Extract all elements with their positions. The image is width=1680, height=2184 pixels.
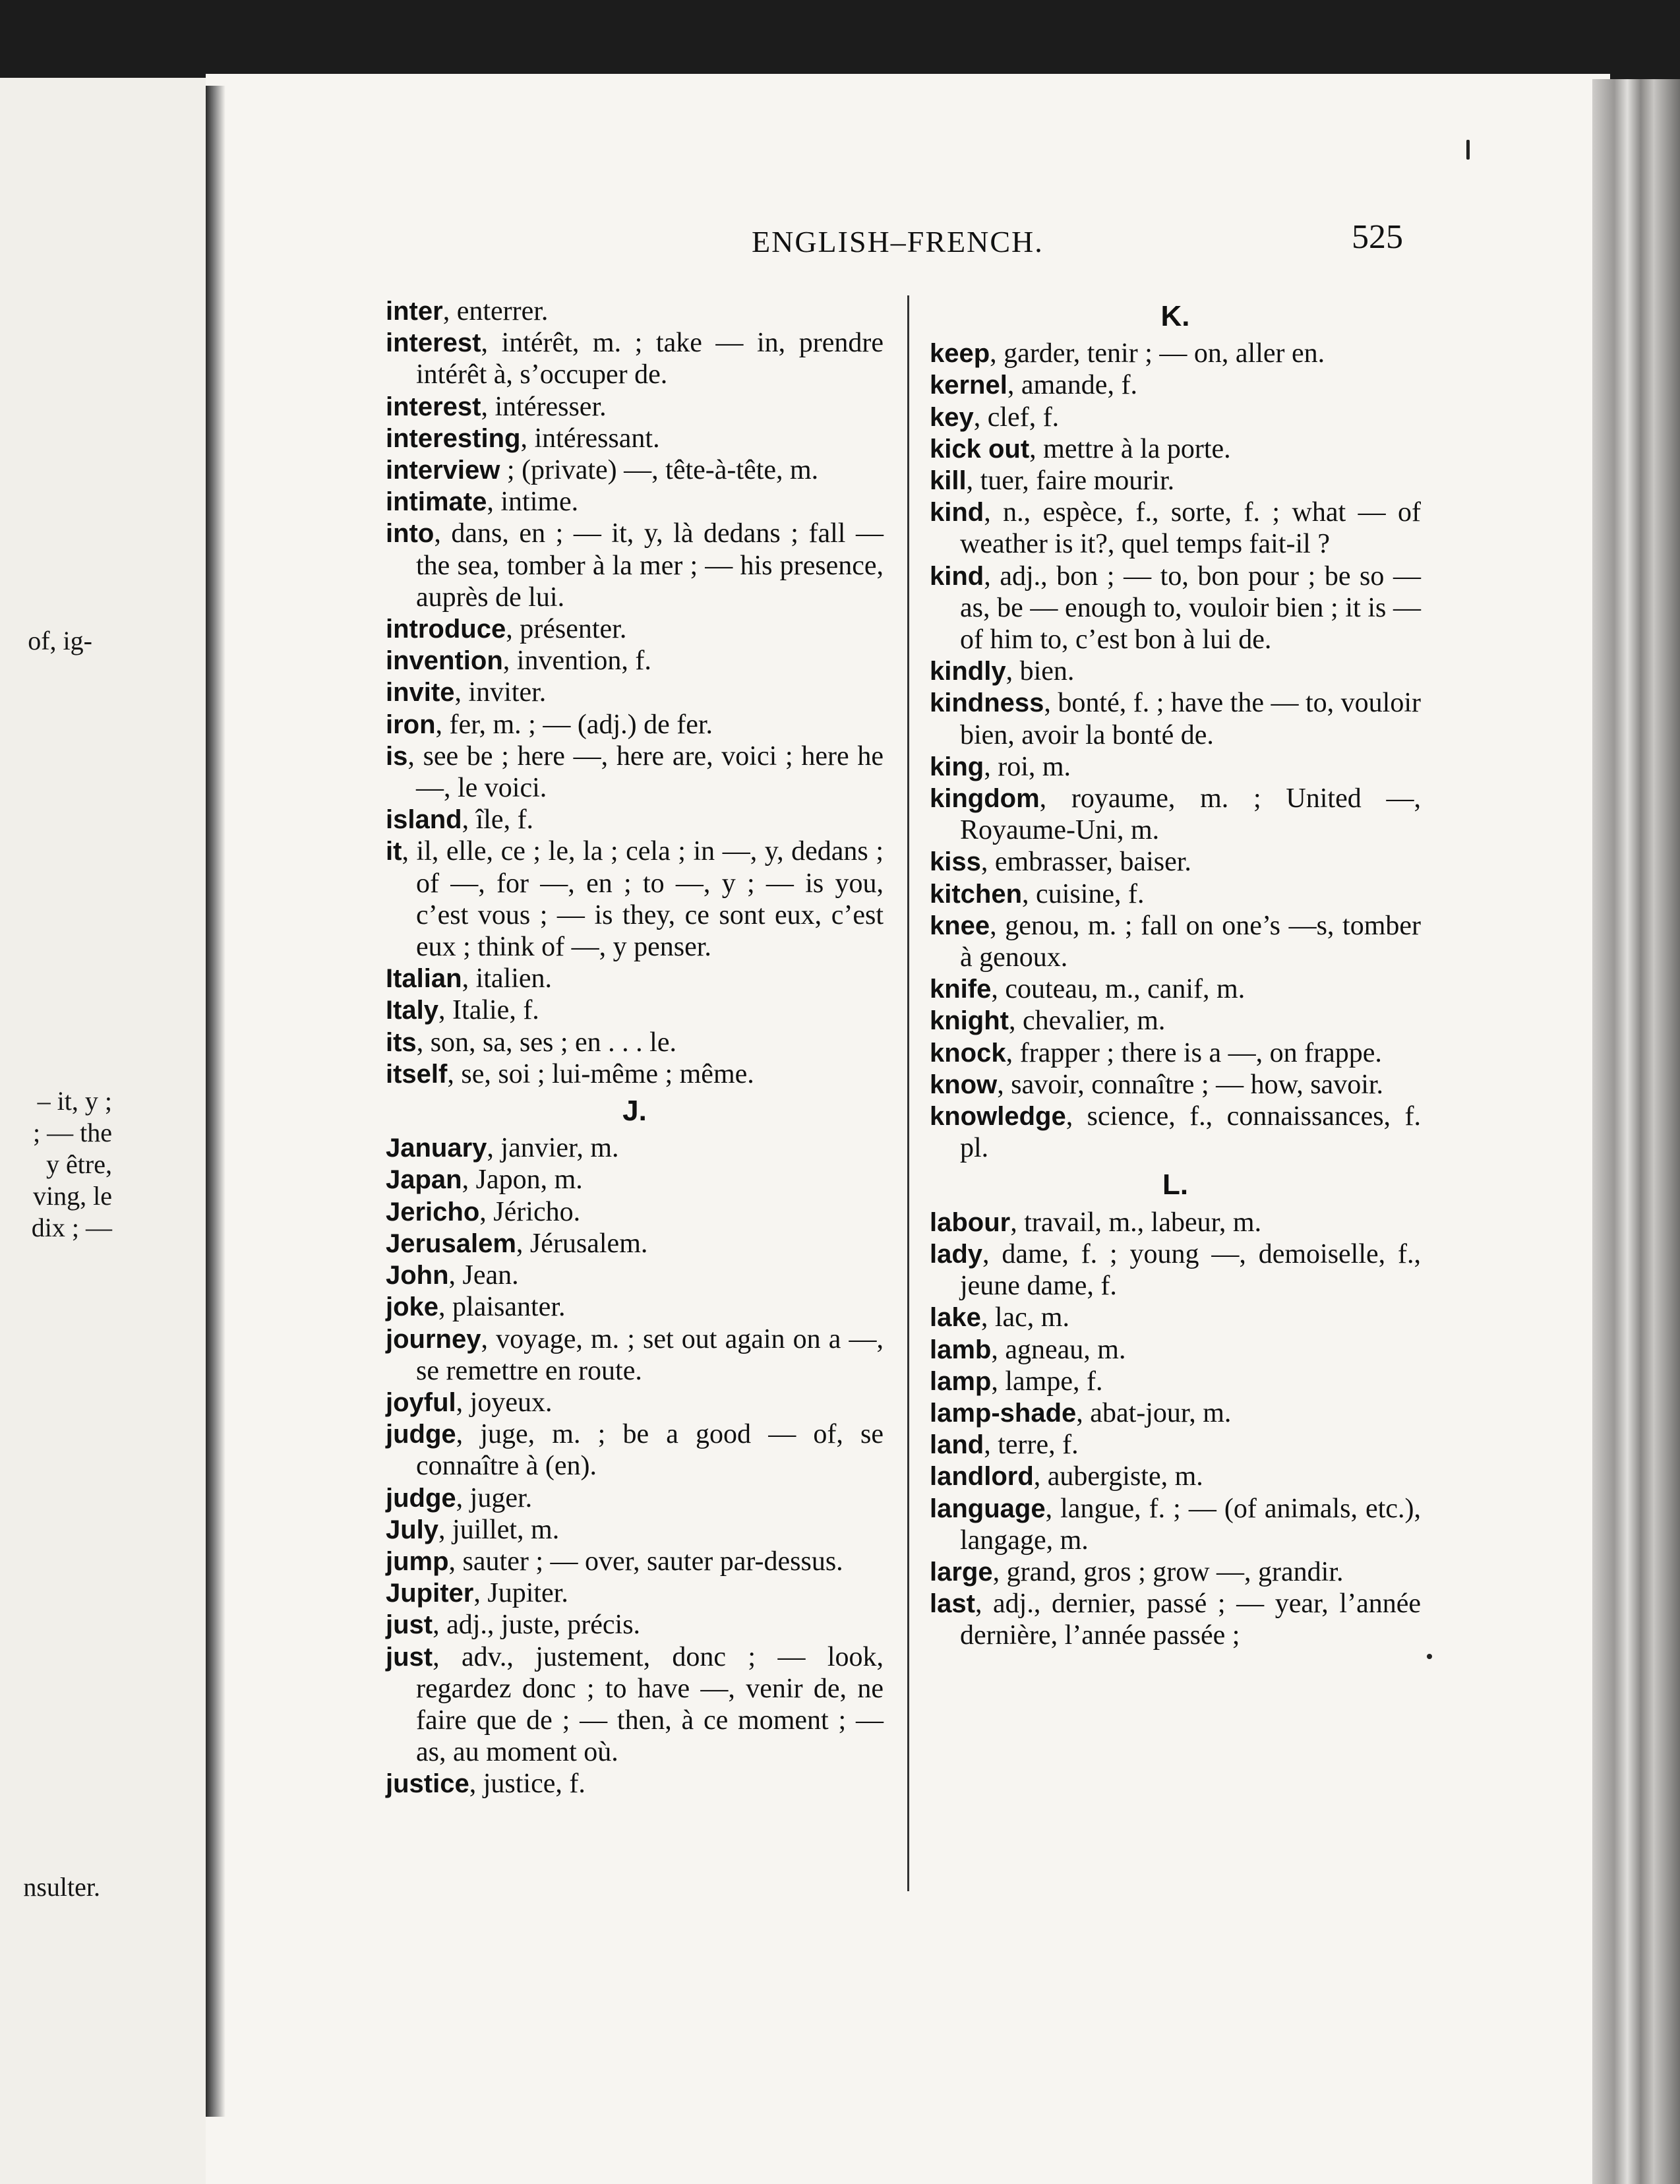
headword: just (386, 1642, 433, 1672)
running-head: ENGLISH–FRENCH. (752, 225, 1044, 258)
dictionary-entry (386, 1641, 884, 1769)
definition: , aubergiste, m. (1033, 1461, 1203, 1492)
headword: knock (930, 1038, 1006, 1068)
headword: lamp-shade (930, 1398, 1077, 1428)
definition: , Jean. (448, 1260, 519, 1291)
definition: , garder, tenir ; — on, aller en. (990, 338, 1325, 369)
headword: last (930, 1589, 975, 1619)
definition: , Japon, m. (462, 1165, 583, 1196)
headword: landlord (930, 1462, 1034, 1492)
headword: intimate (386, 487, 487, 517)
dictionary-entry (386, 1768, 884, 1800)
dictionary-entry (386, 1514, 884, 1546)
dictionary-entry (386, 835, 884, 963)
definition: , Jérusalem. (516, 1228, 648, 1259)
definition: , voyage, m. ; set out again on a —, se remettre en route. (416, 1323, 884, 1386)
headword: labour (930, 1207, 1011, 1237)
definition: , bonté, f. ; have the — to, vouloir bien, avoir la bonté de. (960, 688, 1421, 750)
dictionary-entry (930, 1101, 1421, 1164)
headword: joyful (386, 1387, 456, 1417)
definition: , sauter ; — over, sauter par-dessus. (448, 1546, 843, 1577)
definition: , embrasser, baiser. (980, 847, 1191, 878)
definition: , langue, f. ; — (of animals, etc.), langage, m. (960, 1493, 1421, 1556)
definition: , adv., justement, donc ; — look, regardez donc ; to have —, venir de, ne faire que de ; — then, à ce moment ; — as, au moment où. (416, 1641, 884, 1768)
headword: Italy (386, 996, 439, 1025)
dictionary-entry (930, 1588, 1421, 1651)
headword: knowledge (930, 1102, 1066, 1132)
headword: land (930, 1430, 984, 1460)
headword: interest (386, 328, 481, 358)
definition: , mettre à la porte. (1029, 433, 1231, 464)
right-column (930, 295, 1421, 1652)
definition: , abat-jour, m. (1076, 1397, 1232, 1428)
dictionary-entry (386, 327, 884, 390)
dictionary-entry (930, 1556, 1421, 1588)
dictionary-entry (386, 1577, 884, 1609)
dictionary-entry (386, 1228, 884, 1259)
headword: lake (930, 1303, 981, 1333)
section-letter: K. (1160, 300, 1190, 332)
headword: joke (386, 1292, 439, 1322)
definition: , lampe, f. (991, 1366, 1103, 1397)
dictionary-entry (386, 454, 884, 486)
dictionary-entry (386, 1291, 884, 1323)
dictionary-entry (930, 338, 1421, 369)
definition: , son, sa, ses ; en . . . le. (416, 1027, 676, 1058)
definition: , inviter. (454, 677, 547, 708)
headword: knight (930, 1006, 1009, 1036)
dictionary-entry (386, 1387, 884, 1418)
headword: kindness (930, 688, 1044, 718)
dictionary-entry (930, 687, 1421, 750)
headword: kernel (930, 371, 1007, 400)
definition: , fer, m. ; — (adj.) de fer. (435, 709, 713, 740)
headword: kick out (930, 434, 1030, 464)
headword: John (386, 1261, 449, 1290)
definition: , adj., juste, précis. (433, 1610, 641, 1641)
headword: kind (930, 561, 984, 591)
headword: lamp (930, 1366, 992, 1396)
dictionary-entry (930, 1238, 1421, 1302)
dictionary-entry (930, 1037, 1421, 1069)
definition: , agneau, m. (991, 1334, 1126, 1365)
headword: knee (930, 911, 990, 940)
dictionary-entry (930, 846, 1421, 878)
definition: , il, elle, ce ; le, la ; cela ; in —, y, dedans ; of —, for —, en ; to —, y ; — is you, c’est vous ; — is they, ce sont eux, c’est eux ; think of —, y penser. (402, 836, 884, 963)
dictionary-entry (930, 433, 1421, 465)
section-letter: L. (1162, 1168, 1189, 1201)
headword: kill (930, 466, 967, 496)
dictionary-entry (386, 677, 884, 708)
prev-fragment: y être, (46, 1149, 112, 1179)
dictionary-entry (930, 1429, 1421, 1461)
headword: July (386, 1515, 439, 1544)
definition: , couteau, m., canif, m. (991, 974, 1245, 1005)
dictionary-entry (386, 613, 884, 645)
gutter-shadow (206, 86, 225, 2117)
headword: island (386, 805, 462, 835)
definition: , see be ; here —, here are, voici ; here he —, le voici. (407, 741, 884, 804)
definition: , clef, f. (973, 402, 1060, 433)
dictionary-entry (930, 402, 1421, 433)
headword: is (386, 741, 408, 771)
definition: , savoir, connaître ; — how, savoir. (997, 1069, 1384, 1100)
dictionary-entry (930, 783, 1421, 846)
dictionary-entry (386, 1196, 884, 1228)
section-letter: J. (622, 1095, 647, 1128)
definition: , royaume, m. ; United —, Royaume-Uni, m. (960, 783, 1421, 846)
dictionary-entry (386, 1164, 884, 1196)
dictionary-entry (930, 655, 1421, 687)
definition: , italien. (462, 963, 553, 994)
definition: , amande, f. (1007, 370, 1137, 401)
definition: , lac, m. (980, 1302, 1069, 1333)
headword: kindly (930, 657, 1006, 686)
dictionary-entry (930, 910, 1421, 973)
column-divider (907, 295, 909, 1891)
definition: , joyeux. (456, 1387, 553, 1418)
dictionary-entry (386, 1482, 884, 1514)
definition: , grand, gros ; grow —, grandir. (992, 1556, 1344, 1587)
definition: , Jupiter. (473, 1578, 568, 1609)
dictionary-entry (930, 1302, 1421, 1333)
headword: justice (386, 1769, 469, 1799)
definition: , travail, m., labeur, m. (1010, 1207, 1262, 1238)
dictionary-entry (386, 741, 884, 804)
dictionary-entry (930, 561, 1421, 656)
headword: key (930, 402, 974, 432)
dictionary-entry (930, 369, 1421, 401)
dictionary-entry (386, 1132, 884, 1164)
headword: interesting (386, 423, 521, 453)
headword: invention (386, 646, 503, 676)
dictionary-entry (930, 1461, 1421, 1492)
headword: Jupiter (386, 1579, 474, 1608)
dictionary-entry (386, 1027, 884, 1058)
dictionary-entry (386, 1609, 884, 1641)
definition: , janvier, m. (487, 1133, 619, 1164)
dictionary-entry (386, 486, 884, 518)
dictionary-entry (386, 295, 884, 327)
headword: kingdom (930, 784, 1040, 814)
definition: , invention, f. (502, 646, 651, 677)
headword: kind (930, 498, 984, 528)
dictionary-entry (386, 1323, 884, 1387)
dictionary-entry (930, 1005, 1421, 1037)
definition: , justice, f. (469, 1769, 585, 1800)
dictionary-entry (930, 1366, 1421, 1397)
prev-fragment: of, ig- (28, 626, 92, 655)
headword: large (930, 1557, 993, 1587)
dictionary-entry (386, 1259, 884, 1291)
definition: , science, f., connaissances, f. pl. (960, 1101, 1421, 1164)
headword: interest (386, 392, 481, 421)
dictionary-entry (930, 973, 1421, 1005)
headword: Japan (386, 1165, 462, 1195)
definition: , intéressant. (520, 423, 660, 454)
headword: invite (386, 678, 455, 708)
definition: , cuisine, f. (1022, 878, 1145, 909)
definition: , frapper ; there is a —, on frappe. (1005, 1037, 1382, 1068)
prev-fragment: ; — the (33, 1118, 112, 1147)
headword: into (386, 519, 435, 549)
headword: itself (386, 1059, 448, 1089)
dictionary-entry (386, 1546, 884, 1577)
definition: , roi, m. (984, 751, 1071, 782)
headword: inter (386, 297, 443, 326)
dictionary-entry (386, 963, 884, 994)
headword: kitchen (930, 879, 1023, 909)
headword: journey (386, 1324, 481, 1354)
definition: , île, f. (462, 804, 534, 835)
dictionary-entry (930, 1493, 1421, 1556)
headword: knife (930, 975, 992, 1004)
definition: , dame, f. ; young —, demoiselle, f., jeune dame, f. (960, 1238, 1421, 1302)
dictionary-entry (930, 1397, 1421, 1429)
definition: , intérêt, m. ; take — in, prendre intérêt à, s’occuper de. (416, 328, 884, 390)
definition: , juger. (456, 1482, 533, 1513)
definition: , enterrer. (442, 296, 549, 326)
headword: iron (386, 710, 436, 739)
dictionary-entry (930, 1207, 1421, 1238)
print-speck (1466, 140, 1470, 160)
headword: lamb (930, 1335, 992, 1364)
headword: language (930, 1494, 1046, 1523)
previous-page-edge (0, 78, 211, 2184)
definition: ; (private) —, tête-à-tête, m. (500, 455, 819, 486)
dictionary-entry (930, 1069, 1421, 1101)
definition: , adj., bon ; — to, bon pour ; be so — as, be — enough to, vouloir bien ; it is — of him to, c’est bon à lui de. (960, 561, 1421, 655)
dictionary-entry (386, 518, 884, 613)
dictionary-entry (386, 804, 884, 835)
definition: , plaisanter. (438, 1292, 566, 1323)
definition: , intéresser. (481, 391, 607, 422)
headword: it (386, 837, 402, 866)
dictionary-entry (386, 1058, 884, 1090)
dictionary-entry (386, 423, 884, 454)
dictionary-entry (930, 878, 1421, 910)
print-speck (1427, 1654, 1432, 1659)
prev-fragment: dix ; — (31, 1213, 112, 1242)
definition: , n., espèce, f., sorte, f. ; what — of weather is it?, quel temps fait-il ? (960, 497, 1421, 560)
dictionary-entry (386, 645, 884, 677)
definition: , juillet, m. (438, 1514, 560, 1545)
headword: lady (930, 1239, 983, 1269)
definition: , bien. (1005, 656, 1075, 687)
headword: jump (386, 1546, 449, 1576)
dictionary-entry (386, 391, 884, 423)
definition: , se, soi ; lui-même ; même. (447, 1058, 754, 1089)
dictionary-entry (930, 497, 1421, 560)
headword: judge (386, 1420, 456, 1449)
definition: , genou, m. ; fall on one’s —s, tomber à genoux. (960, 910, 1421, 973)
headword: just (386, 1610, 433, 1640)
dictionary-entry (386, 1418, 884, 1482)
prev-fragment: ving, le (33, 1181, 112, 1211)
definition: , présenter. (506, 614, 627, 645)
definition: , chevalier, m. (1008, 1006, 1166, 1037)
prev-fragment: nsulter. (23, 1872, 100, 1902)
dictionary-entry (386, 994, 884, 1026)
definition: , juge, m. ; be a good — of, se connaître à (en). (416, 1419, 884, 1482)
dictionary-entry (930, 1334, 1421, 1366)
definition: , intime. (487, 487, 579, 518)
headword: interview (386, 456, 500, 485)
definition: , Jéricho. (479, 1196, 581, 1227)
left-column (386, 295, 884, 1800)
dictionary-entry (930, 751, 1421, 783)
headword: king (930, 752, 984, 781)
headword: Jericho (386, 1197, 480, 1227)
page-number: 525 (1352, 218, 1403, 256)
dictionary-entry (386, 709, 884, 741)
headword: its (386, 1027, 417, 1057)
definition: , Italie, f. (438, 995, 539, 1026)
definition: , dans, en ; — it, y, là dedans ; fall — the sea, tomber à la mer ; — his presence, auprès de lui. (416, 518, 884, 613)
headword: kiss (930, 847, 981, 877)
page-stack-edge (1592, 79, 1680, 2184)
headword: keep (930, 339, 990, 369)
headword: introduce (386, 615, 506, 644)
definition: , adj., dernier, passé ; — year, l’année dernière, l’année passée ; (960, 1589, 1421, 1651)
headword: Jerusalem (386, 1228, 516, 1258)
dictionary-entry (930, 465, 1421, 497)
headword: judge (386, 1483, 456, 1513)
prev-fragment: – it, y ; (37, 1086, 112, 1116)
headword: January (386, 1134, 487, 1163)
definition: , tuer, faire mourir. (966, 466, 1175, 497)
headword: Italian (386, 964, 462, 994)
headword: know (930, 1070, 998, 1099)
definition: , terre, f. (984, 1430, 1079, 1461)
